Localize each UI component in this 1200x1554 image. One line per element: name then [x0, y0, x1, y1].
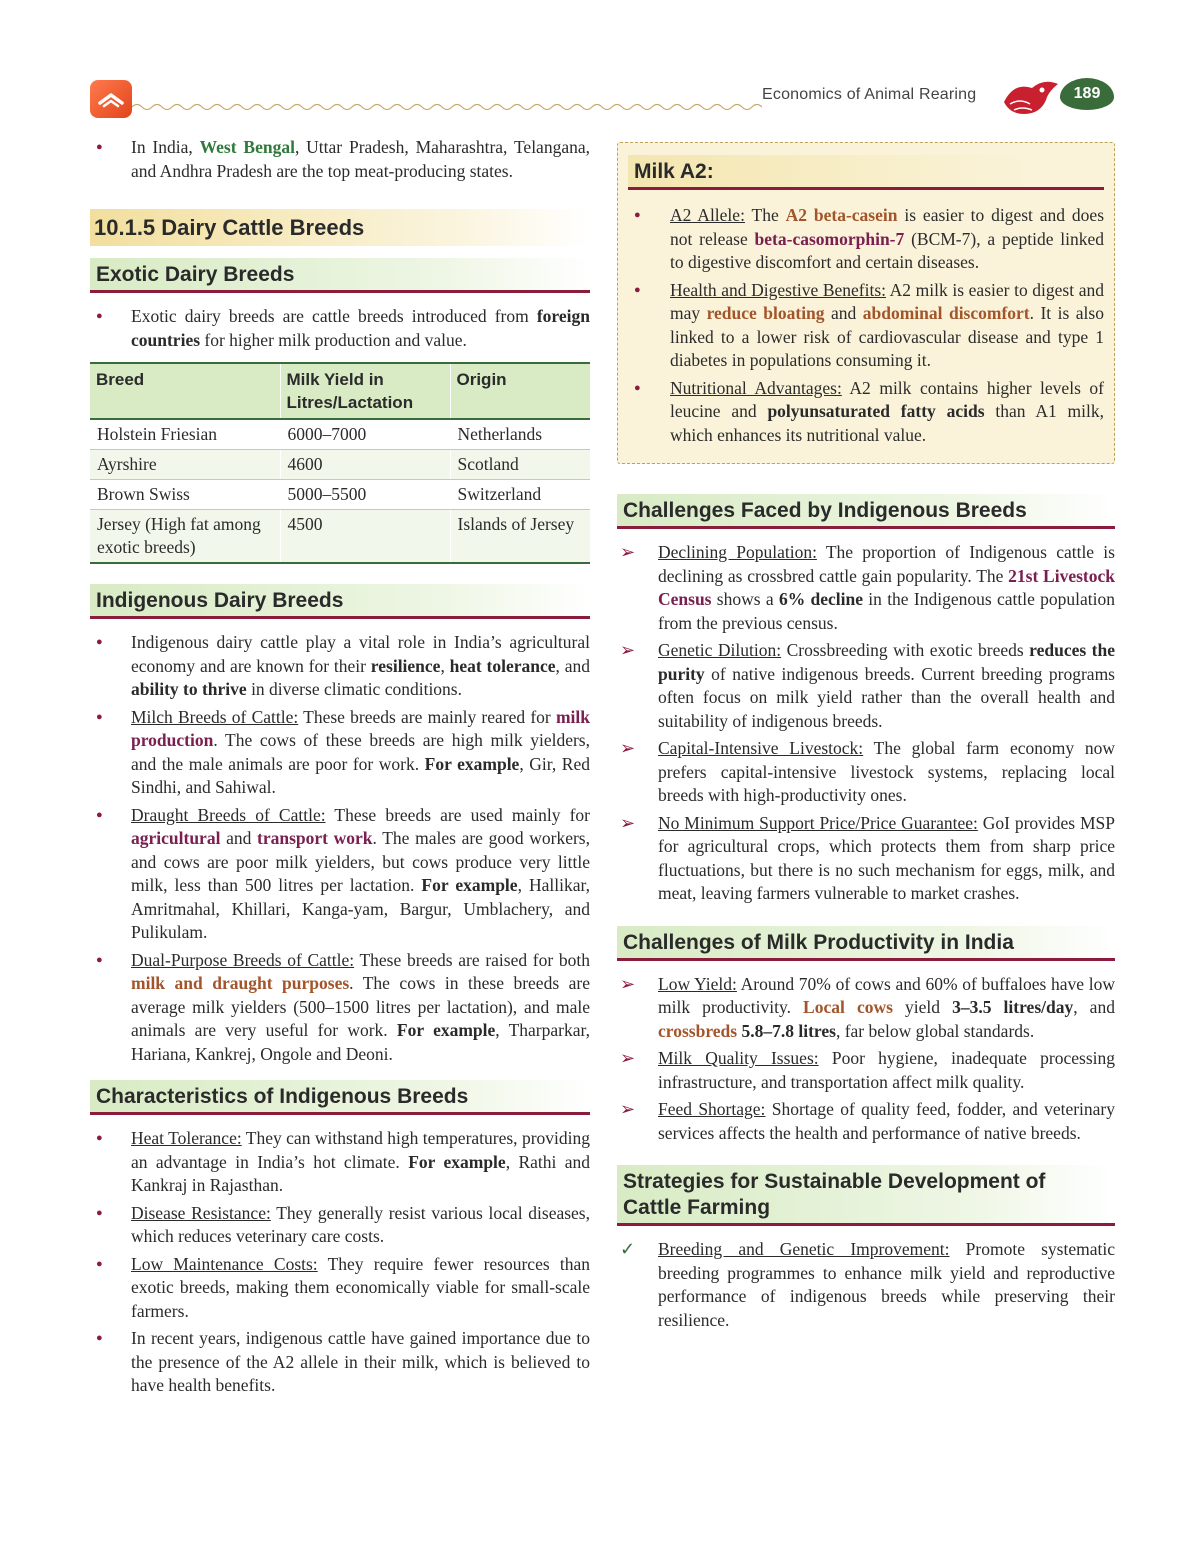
table-cell: Scotland — [450, 450, 590, 480]
page-number: 189 — [1060, 78, 1114, 110]
table-cell: Holstein Friesian — [90, 419, 280, 450]
list-item: ➢ Milk Quality Issues: Poor hygiene, inadequate processing infrastructure, and transportation affect milk quality. — [617, 1047, 1115, 1094]
milk-productivity-heading: Challenges of Milk Productivity in India — [617, 926, 1115, 961]
list-item: ● A2 Allele: The A2 beta-casein is easier to digest and does not release beta-casomorphin-7 (BCM-7), a peptide linked to digestive discomfort and certain diseases. — [628, 204, 1104, 275]
header-wavy-line — [132, 100, 762, 114]
list-item: ● Draught Breeds of Cattle: These breeds are used mainly for agricultural and transport work. The males are good workers, and cows are poor milk yielders, but cows produce very little milk, less than 500 litres per lactation. For example, Hallikar, Amritmahal, Khillari, Kanga-yam, Bargur, Umblachery, and Pulikulam. — [90, 804, 590, 945]
table-cell: Jersey (High fat among exotic breeds) — [90, 510, 280, 564]
list-item: ● Disease Resistance: They generally resist various local diseases, which reduces veterinary care costs. — [90, 1202, 590, 1249]
bird-ornament-icon — [1000, 74, 1062, 122]
indigenous-breeds-heading: Indigenous Dairy Breeds — [90, 584, 590, 619]
table-cell: Ayrshire — [90, 450, 280, 480]
strategies-list — [617, 1238, 1115, 1332]
table-row — [90, 419, 590, 450]
table-row — [90, 480, 590, 510]
list-item: ➢ Declining Population: The proportion of Indigenous cattle is declining as crossbred cattle gain popularity. The 21st Livestock Census shows a 6% decline in the Indigenous cattle population from the previous census. — [617, 541, 1115, 635]
indigenous-list — [90, 631, 590, 1066]
list-item: ➢ No Minimum Support Price/Price Guarantee: GoI provides MSP for agricultural crops, which protects them from sharp price fluctuations, but there is no such mechanism for eggs, milk, and meat, leaving farmers vulnerable to market crashes. — [617, 812, 1115, 906]
strategies-heading: Strategies for Sustainable Development of Cattle Farming — [617, 1165, 1115, 1226]
list-item: ● Exotic dairy breeds are cattle breeds introduced from foreign countries for higher milk production and value. — [90, 305, 590, 352]
list-item: ● Dual-Purpose Breeds of Cattle: These breeds are raised for both milk and draught purposes. The cows in these breeds are average milk yielders (500–1500 litres per lactation), and male animals are very useful for work. For example, Tharparkar, Hariana, Kankrej, Ongole and Deoni. — [90, 949, 590, 1067]
exotic-breeds-table — [90, 362, 590, 564]
list-item: ➢ Genetic Dilution: Crossbreeding with exotic breeds reduces the purity of native indigenous breeds. Current breeding programs often focus on milk yield rather than the overall health and suitability of indigenous breeds. — [617, 639, 1115, 733]
publisher-logo — [90, 80, 132, 118]
running-header-title: Economics of Animal Rearing — [762, 86, 977, 103]
list-item: ➢ Capital-Intensive Livestock: The global farm economy now prefers capital-intensive livestock systems, replacing local breeds with high-productivity ones. — [617, 737, 1115, 808]
list-item: ✓ Breeding and Genetic Improvement: Promote systematic breeding programmes to enhance milk yield and reproductive performance of indigenous breeds while preserving their resilience. — [617, 1238, 1115, 1332]
list-item: ● In India, West Bengal, Uttar Pradesh, Maharashtra, Telangana, and Andhra Pradesh are the top meat-producing states. — [90, 136, 590, 183]
table-row — [90, 510, 590, 564]
intro-list — [90, 136, 590, 183]
a2-list — [628, 204, 1104, 447]
list-item: ● Nutritional Advantages: A2 milk contains higher levels of leucine and polyunsaturated fatty acids than A1 milk, which enhances its nutritional value. — [628, 377, 1104, 448]
list-item: ● Heat Tolerance: They can withstand high temperatures, providing an advantage in India’s hot climate. For example, Rathi and Kankraj in Rajasthan. — [90, 1127, 590, 1198]
list-item: ● Health and Digestive Benefits: A2 milk is easier to digest and may reduce bloating and abdominal discomfort. It is also linked to a lower risk of cardiovascular disease and type 1 diabetes in populations consuming it. — [628, 279, 1104, 373]
table-cell: Brown Swiss — [90, 480, 280, 510]
table-cell: 4600 — [280, 450, 450, 480]
exotic-breeds-heading: Exotic Dairy Breeds — [90, 258, 590, 293]
table-cell: Netherlands — [450, 419, 590, 450]
table-header: Origin — [450, 363, 590, 419]
table-header: Milk Yield in Litres/Lactation — [280, 363, 450, 419]
productivity-list — [617, 973, 1115, 1146]
table-cell: 4500 — [280, 510, 450, 564]
challenges-heading: Challenges Faced by Indigenous Breeds — [617, 494, 1115, 529]
section-title: 10.1.5 Dairy Cattle Breeds — [90, 209, 590, 246]
milk-a2-box — [617, 142, 1115, 464]
chevron-up-icon — [97, 89, 125, 109]
characteristics-heading: Characteristics of Indigenous Breeds — [90, 1080, 590, 1115]
list-item: ➢ Low Yield: Around 70% of cows and 60% of buffaloes have low milk productivity. Local cows yield 3–3.5 litres/day, and crossbreds 5.8–7.8 litres, far below global standards. — [617, 973, 1115, 1044]
list-item: ● Indigenous dairy cattle play a vital role in India’s agricultural economy and are known for their resilience, heat tolerance, and ability to thrive in diverse climatic conditions. — [90, 631, 590, 702]
exotic-list — [90, 305, 590, 352]
table-cell: Switzerland — [450, 480, 590, 510]
table-cell: 6000–7000 — [280, 419, 450, 450]
characteristics-list — [90, 1127, 590, 1398]
table-header-row — [90, 363, 590, 419]
list-item: ● Milch Breeds of Cattle: These breeds are mainly reared for milk production. The cows of these breeds are high milk yielders, and the male animals are poor for work. For example, Gir, Red Sindhi, and Sahiwal. — [90, 706, 590, 800]
milk-a2-heading: Milk A2: — [628, 155, 1104, 190]
challenges-list — [617, 541, 1115, 906]
table-row — [90, 450, 590, 480]
table-cell: 5000–5500 — [280, 480, 450, 510]
table-header: Breed — [90, 363, 280, 419]
table-cell: Islands of Jersey — [450, 510, 590, 564]
list-item: ● Low Maintenance Costs: They require fewer resources than exotic breeds, making them economically viable for small-scale farmers. — [90, 1253, 590, 1324]
list-item: ● In recent years, indigenous cattle have gained importance due to the presence of the A2 allele in their milk, which is believed to have health benefits. — [90, 1327, 590, 1398]
list-item: ➢ Feed Shortage: Shortage of quality feed, fodder, and veterinary services affects the health and performance of native breeds. — [617, 1098, 1115, 1145]
